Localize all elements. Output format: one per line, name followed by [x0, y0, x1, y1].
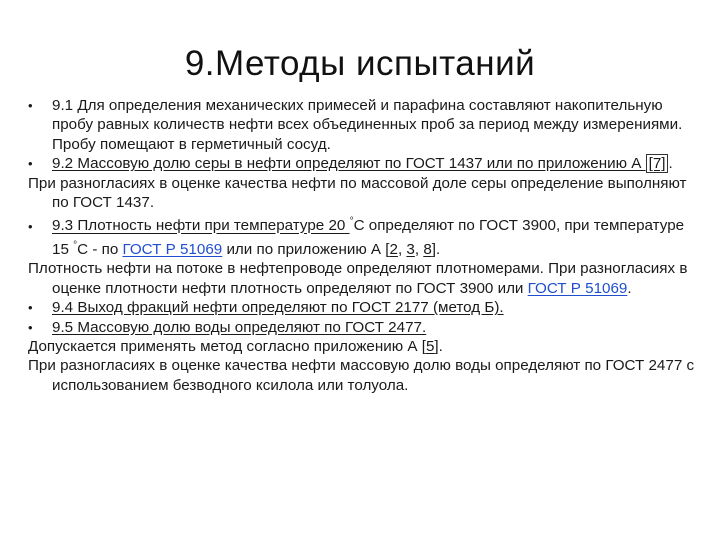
separator: ,	[414, 240, 424, 258]
bullet-item-9-2	[28, 154, 696, 173]
bullet-icon: •	[28, 319, 33, 335]
item-9-2-end: .	[668, 155, 673, 173]
bullet-item-9-4	[28, 298, 696, 317]
paragraph-density-text: Плотность нефти на потоке в нефтепроводе определяют плотномерами. При разногласиях в оценке плотности нефти плотность определяют по ГОСТ 3900 или	[28, 260, 688, 297]
paragraph-water-dispute: При разногласиях в оценке качества нефти массовую долю воды определяют по ГОСТ 2477 с использованием безводного ксилола или толуола.	[28, 357, 695, 394]
separator: ,	[397, 240, 407, 258]
item-9-5-text: 9.5 Массовую долю воды определяют по ГОСТ 2477.	[52, 318, 427, 336]
item-9-3-text-d: или по приложению А [	[222, 240, 390, 258]
item-9-3-head: 9.3 Плотность нефти при температуре 20	[52, 217, 350, 235]
bullet-item-9-5	[28, 318, 696, 337]
degree-sign: °	[349, 216, 354, 228]
gost-r-51069-link[interactable]: ГОСТ Р 51069	[122, 240, 223, 258]
item-9-3-end: ].	[431, 240, 441, 258]
item-9-3-text-c: С - по	[77, 240, 123, 258]
bullet-icon: •	[28, 98, 33, 113]
slide-body	[28, 96, 696, 395]
gost-r-51069-link-2[interactable]: ГОСТ Р 51069	[527, 279, 628, 297]
paragraph-method-end: ].	[434, 338, 443, 355]
item-9-2-main: 9.2 Массовую долю серы в нефти определяют по ГОСТ 1437 или по приложению А	[52, 155, 646, 173]
reference-8-link[interactable]: 8	[423, 240, 432, 258]
paragraph-sulfur-dispute: При разногласиях в оценке качества нефти по массовой доле серы определение выполняют по ГОСТ 1437.	[28, 174, 687, 212]
item-9-1-text: 9.1 Для определения механических примесей и парафина составляют накопительную пробу равных количеств нефти всех объединенных проб за период между измерениями. Пробу помещают в герметичный сосуд.	[52, 97, 683, 153]
bullet-item-9-1	[28, 96, 696, 154]
paragraph-density-flow	[28, 259, 696, 298]
reference-3-link[interactable]: 3	[406, 240, 415, 258]
item-9-3-text-b: С определяют по ГОСТ 3900, при температуре 15	[52, 217, 685, 258]
bullet-icon: •	[28, 156, 33, 172]
reference-5-link[interactable]: 5	[425, 338, 435, 355]
bullet-icon: •	[28, 218, 33, 234]
paragraph-density-end: .	[627, 279, 632, 297]
degree-sign: °	[73, 239, 78, 251]
item-9-2-text	[52, 154, 668, 173]
reference-2-link[interactable]: 2	[389, 240, 398, 258]
paragraph-method-text: Допускается применять метод согласно приложению А [	[28, 338, 426, 355]
bullet-item-9-3	[28, 212, 696, 259]
item-9-4-text: 9.4 Выход фракций нефти определяют по ГОСТ 2177 (метод Б).	[52, 299, 504, 317]
slide-title: 9.Методы испытаний	[184, 44, 536, 83]
paragraph-method-appendix	[28, 337, 696, 356]
reference-7-link[interactable]: [7]	[646, 154, 669, 173]
bullet-icon: •	[28, 300, 33, 316]
